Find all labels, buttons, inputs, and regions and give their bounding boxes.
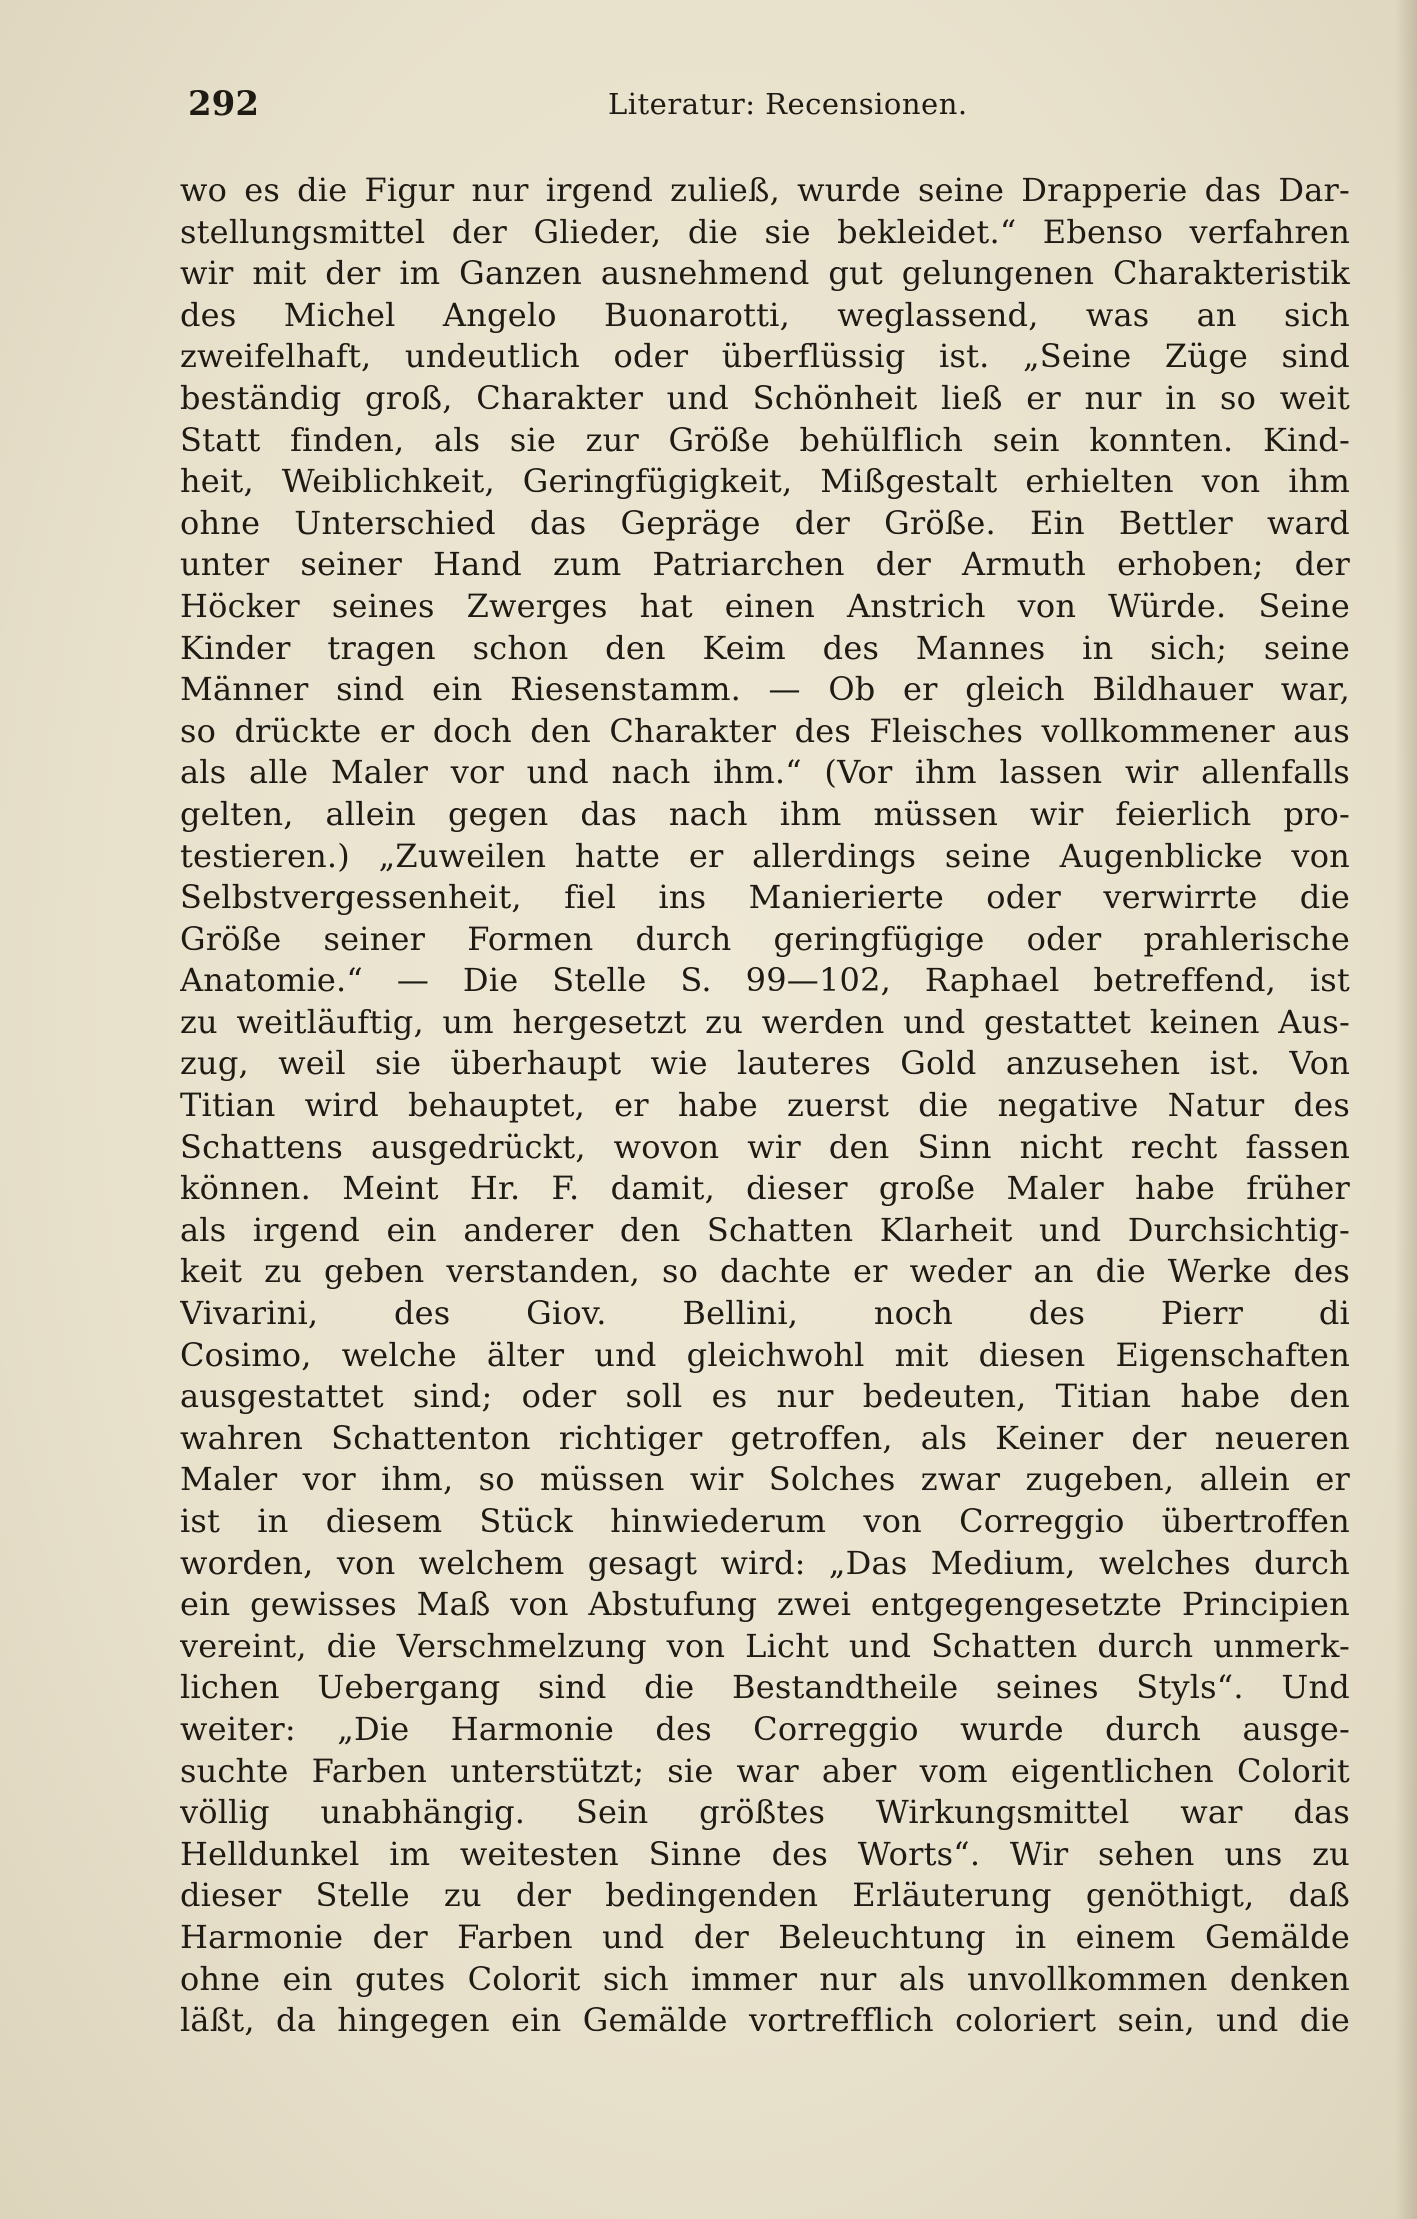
text-line: zug, weil sie überhaupt wie lauteres Gold anzusehen ist. Von bbox=[180, 1044, 1350, 1083]
text-line: Höcker seines Zwerges hat einen Anstrich von Würde. Seine bbox=[180, 586, 1350, 625]
text-line: keit zu geben verstanden, so dachte er weder an die Werke des bbox=[180, 1252, 1350, 1291]
body-text bbox=[180, 170, 1350, 2042]
text-line: Kinder tragen schon den Keim des Mannes in sich; seine bbox=[180, 628, 1350, 667]
text-line: Vivarini, des Giov. Bellini, noch des Pierr di bbox=[180, 1294, 1350, 1333]
text-line: Titian wird behauptet, er habe zuerst die negative Natur des bbox=[180, 1086, 1350, 1125]
text-line: heit, Weiblichkeit, Geringfügigkeit, Mißgestalt erhielten von ihm bbox=[180, 462, 1350, 501]
text-line: als alle Maler vor und nach ihm.“ (Vor ihm lassen wir allenfalls bbox=[180, 753, 1350, 792]
text-line: Maler vor ihm, so müssen wir Solches zwar zugeben, allein er bbox=[180, 1460, 1350, 1499]
text-line: Größe seiner Formen durch geringfügige oder prahlerische bbox=[180, 919, 1350, 958]
text-line: stellungsmittel der Glieder, die sie bekleidet.“ Ebenso verfahren bbox=[180, 212, 1350, 251]
text-line: vereint, die Verschmelzung von Licht und Schatten durch unmerk- bbox=[180, 1626, 1350, 1665]
text-line: des Michel Angelo Buonarotti, weglassend, was an sich bbox=[180, 295, 1350, 334]
running-head: Literatur: Recensionen. bbox=[608, 87, 968, 121]
text-line: Selbstvergessenheit, fiel ins Manierierte oder verwirrte die bbox=[180, 878, 1350, 917]
text-line: zu weitläuftig, um hergesetzt zu werden und gestattet keinen Aus- bbox=[180, 1002, 1350, 1041]
text-line: Harmonie der Farben und der Beleuchtung in einem Gemälde bbox=[180, 1917, 1350, 1956]
text-line: Helldunkel im weitesten Sinne des Worts“. Wir sehen uns zu bbox=[180, 1834, 1350, 1873]
text-line: wir mit der im Ganzen ausnehmend gut gelungenen Charakteristik bbox=[180, 254, 1350, 293]
text-line: Männer sind ein Riesenstamm. — Ob er gleich Bildhauer war, bbox=[180, 670, 1350, 709]
text-line: dieser Stelle zu der bedingenden Erläuterung genöthigt, daß bbox=[180, 1876, 1350, 1915]
text-line: worden, von welchem gesagt wird: „Das Medium, welches durch bbox=[180, 1543, 1350, 1582]
text-line: wo es die Figur nur irgend zuließ, wurde seine Drapperie das Dar- bbox=[180, 171, 1350, 209]
text-line: testieren.) „Zuweilen hatte er allerdings seine Augenblicke von bbox=[180, 836, 1350, 875]
text-line: so drückte er doch den Charakter des Fleisches vollkommener aus bbox=[180, 711, 1350, 750]
text-line: ausgestattet sind; oder soll es nur bedeuten, Titian habe den bbox=[180, 1377, 1350, 1416]
text-line: Statt finden, als sie zur Größe behülflich sein konnten. Kind- bbox=[180, 420, 1350, 459]
text-line: läßt, da hingegen ein Gemälde vortrefflich coloriert sein, und die bbox=[180, 2001, 1350, 2040]
text-line: ohne ein gutes Colorit sich immer nur als unvollkommen denken bbox=[180, 1959, 1350, 1998]
text-line: suchte Farben unterstützt; sie war aber vom eigentlichen Colorit bbox=[180, 1751, 1350, 1790]
text-line: beständig groß, Charakter und Schönheit ließ er nur in so weit bbox=[180, 378, 1350, 417]
text-line: ist in diesem Stück hinwiederum von Correggio übertroffen bbox=[180, 1502, 1350, 1540]
page-header bbox=[188, 78, 1348, 130]
text-line: wahren Schattenton richtiger getroffen, als Keiner der neueren bbox=[180, 1418, 1350, 1457]
text-line: gelten, allein gegen das nach ihm müssen wir feierlich pro- bbox=[180, 794, 1350, 833]
text-line: Schattens ausgedrückt, wovon wir den Sinn nicht recht fassen bbox=[180, 1127, 1350, 1166]
text-line: unter seiner Hand zum Patriarchen der Armuth erhoben; der bbox=[180, 545, 1350, 584]
text-line: ohne Unterschied das Gepräge der Größe. Ein Bettler ward bbox=[180, 503, 1350, 542]
text-line: lichen Uebergang sind die Bestandtheile seines Styls“. Und bbox=[180, 1668, 1350, 1707]
text-line: können. Meint Hr. F. damit, dieser große Maler habe früher bbox=[180, 1169, 1350, 1208]
text-line: weiter: „Die Harmonie des Correggio wurde durch ausge- bbox=[180, 1709, 1350, 1748]
page-number: 292 bbox=[188, 84, 259, 124]
text-line: zweifelhaft, undeutlich oder überflüssig ist. „Seine Züge sind bbox=[180, 337, 1350, 376]
text-line: ein gewisses Maß von Abstufung zwei entgegengesetzte Principien bbox=[180, 1585, 1350, 1624]
page-edge-shadow bbox=[1395, 0, 1417, 2219]
text-line: völlig unabhängig. Sein größtes Wirkungsmittel war das bbox=[180, 1793, 1350, 1832]
text-line: als irgend ein anderer den Schatten Klarheit und Durchsichtig- bbox=[180, 1210, 1350, 1249]
text-line: Anatomie.“ — Die Stelle S. 99—102, Raphael betreffend, ist bbox=[180, 961, 1350, 1000]
text-line: Cosimo, welche älter und gleichwohl mit diesen Eigenschaften bbox=[180, 1335, 1350, 1374]
